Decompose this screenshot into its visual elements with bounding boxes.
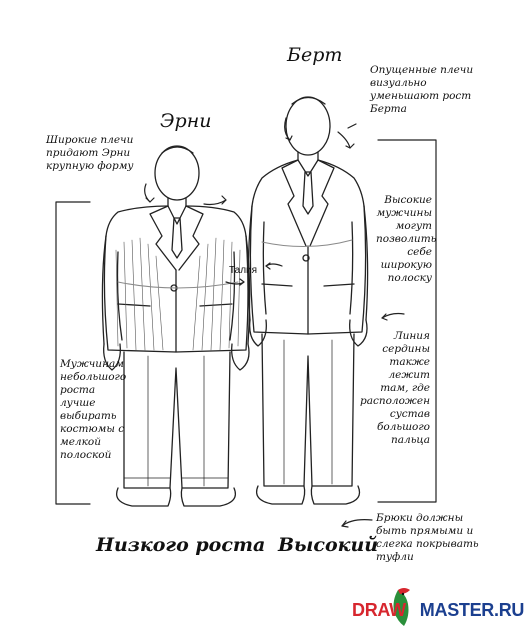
tall-figure xyxy=(248,97,367,504)
short-figure-head xyxy=(155,146,199,200)
annotation-guides xyxy=(56,118,436,527)
waist-label: Талия xyxy=(229,265,258,276)
note-bert-shoulders: Опущенные плечи визуально уменьшают рост Берта xyxy=(370,64,474,115)
arrow-icon xyxy=(338,132,350,148)
note-seam-line: Линия сердины также лежит там, где расположен сустав большого пальца xyxy=(359,330,430,446)
short-caption: Низкого роста xyxy=(96,534,266,556)
note-trousers: Брюки должны быть прямыми и слегка покрывать туфли xyxy=(376,512,479,563)
site-logo xyxy=(352,600,524,621)
tall-caption: Высокий xyxy=(278,534,379,556)
tall-figure-head xyxy=(286,97,330,155)
arrow-icon xyxy=(342,520,372,526)
tall-figure-name: Берт xyxy=(287,44,343,66)
note-ernie-shoulders: Широкие плечи придают Эрни крупную форму xyxy=(46,134,134,172)
note-tall-men: Высокие мужчины могут позволить себе широкую полоску xyxy=(376,194,437,284)
logo-part-master: MASTER.RU xyxy=(419,600,524,620)
short-figure-name: Эрни xyxy=(160,110,212,132)
note-short-men: Мужчинам небольшого роста лучше выбирать костюмы с мелкой полоской xyxy=(60,358,127,461)
logo-part-draw: DRAW xyxy=(352,600,406,620)
